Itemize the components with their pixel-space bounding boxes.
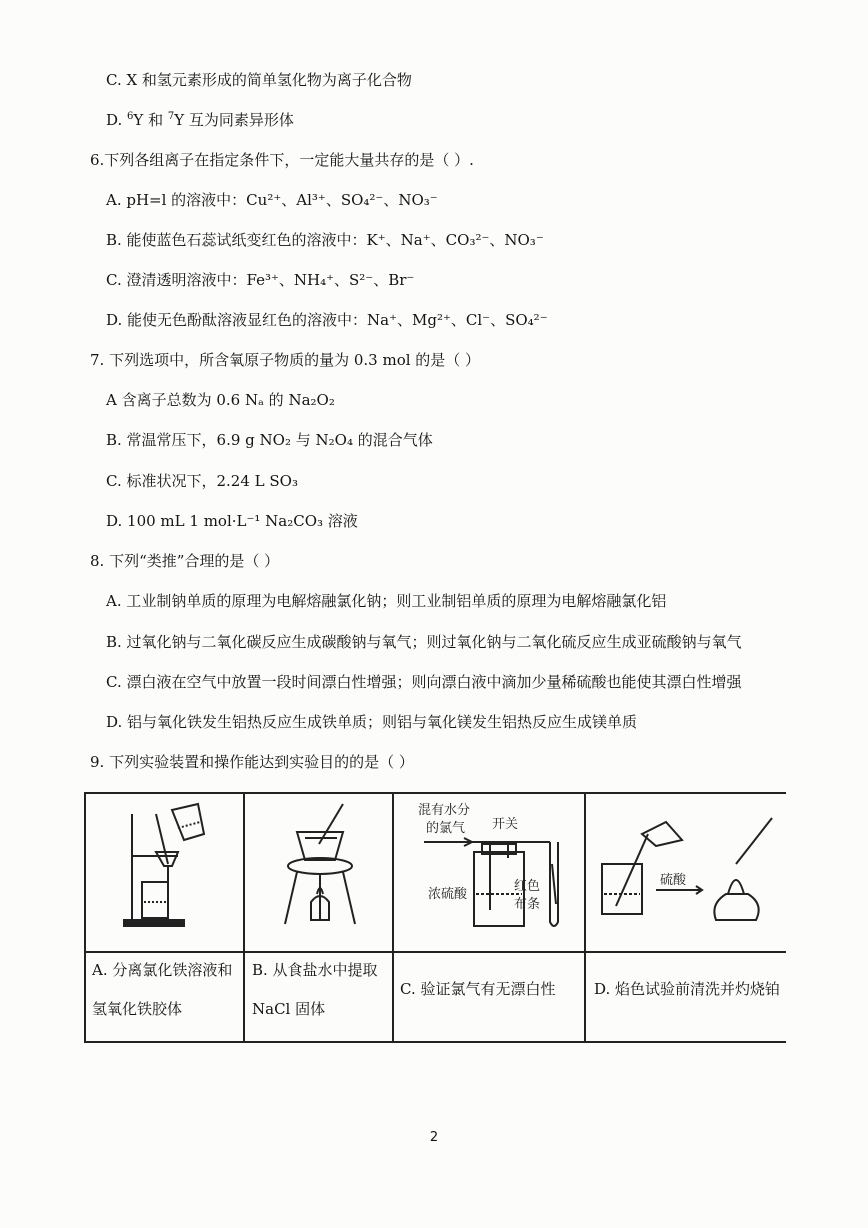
figure-d-flame-test-apparatus bbox=[586, 794, 788, 951]
q6-option-c: C. 澄清透明溶液中：Fe³⁺、NH₄⁺、S²⁻、Br⁻ bbox=[106, 271, 415, 289]
q5-d-isotope-6: 6 bbox=[127, 111, 134, 122]
q8-stem: 8. 下列“类推”合理的是（ ） bbox=[90, 552, 280, 570]
fig-c-cloth-label-2: 布条 bbox=[514, 897, 541, 912]
option-a-caption-line1: A. 分离氯化铁溶液和 bbox=[92, 961, 233, 979]
option-d-caption: D. 焰色试验前清洗并灼烧铂 bbox=[594, 980, 781, 998]
option-c-caption: C. 验证氯气有无漂白性 bbox=[400, 980, 556, 998]
table-row-divider bbox=[86, 951, 786, 953]
q8-option-d: D. 铝与氧化铁发生铝热反应生成铁单质；则铝与氧化镁发生铝热反应生成镁单质 bbox=[106, 713, 638, 731]
q6-option-d: D. 能使无色酚酞溶液显红色的溶液中：Na⁺、Mg²⁺、Cl⁻、SO₄²⁻ bbox=[106, 311, 548, 329]
option-a-caption-line2: 氢氧化铁胶体 bbox=[92, 1000, 183, 1018]
option-b-caption-line1: B. 从食盐水中提取 bbox=[252, 961, 378, 979]
q8-option-c: C. 漂白液在空气中放置一段时间漂白性增强；则向漂白液中滴加少量稀硫酸也能使其漂白性增强 bbox=[106, 673, 742, 691]
fig-c-acid-label: 浓硫酸 bbox=[428, 887, 468, 902]
figure-b-evaporation-apparatus bbox=[245, 794, 392, 951]
fig-c-gas-label-2: 的氯气 bbox=[426, 821, 466, 836]
q5-d-suffix: Y 互为同素异形体 bbox=[174, 111, 294, 129]
q8-option-a: A. 工业制钠单质的原理为电解熔融氯化钠；则工业制铝单质的原理为电解熔融氯化铝 bbox=[106, 592, 667, 610]
q7-option-b: B. 常温常压下，6.9 g NO₂ 与 N₂O₄ 的混合气体 bbox=[106, 431, 433, 449]
figure-c-chlorine-apparatus bbox=[394, 794, 584, 951]
q5-d-isotope-7: 7 bbox=[167, 111, 175, 122]
q9-stem: 9. 下列实验装置和操作能达到实验目的的是（ ） bbox=[90, 753, 414, 771]
fig-c-switch-label: 开关 bbox=[492, 817, 519, 832]
figure-a-filtration-apparatus bbox=[86, 794, 243, 951]
fig-c-gas-label-1: 混有水分 bbox=[418, 803, 471, 818]
q6-stem: 6.下列各组离子在指定条件下，一定能大量共存的是（ ）. bbox=[90, 151, 474, 169]
fig-c-cloth-label-1: 红色 bbox=[514, 879, 541, 894]
q6-option-a: A. pH=l 的溶液中：Cu²⁺、Al³⁺、SO₄²⁻、NO₃⁻ bbox=[106, 191, 438, 209]
q9-apparatus-table bbox=[84, 792, 786, 1043]
q5-option-c: C. X 和氢元素形成的简单氢化物为离子化合物 bbox=[106, 71, 412, 89]
q5-d-prefix: D. bbox=[106, 111, 128, 129]
q8-option-b: B. 过氧化钠与二氧化碳反应生成碳酸钠与氧气；则过氧化钠与二氧化硫反应生成亚硫酸钠与氧气 bbox=[106, 633, 742, 651]
q6-option-b: B. 能使蓝色石蕊试纸变红色的溶液中：K⁺、Na⁺、CO₃²⁻、NO₃⁻ bbox=[106, 231, 544, 249]
page-number: 2 bbox=[429, 1130, 439, 1145]
q7-option-c: C. 标准状况下，2.24 L SO₃ bbox=[106, 472, 298, 490]
q7-stem: 7. 下列选项中，所含氧原子物质的量为 0.3 mol 的是（ ） bbox=[90, 351, 481, 369]
q5-d-mid: Y 和 bbox=[133, 111, 168, 129]
q5-option-d bbox=[106, 110, 294, 130]
q7-option-a: A 含离子总数为 0.6 Nₐ 的 Na₂O₂ bbox=[106, 391, 335, 409]
option-b-caption-line2: NaCl 固体 bbox=[252, 1000, 326, 1018]
fig-d-arrow-label: 硫酸 bbox=[660, 873, 687, 888]
q7-option-d: D. 100 mL 1 mol·L⁻¹ Na₂CO₃ 溶液 bbox=[106, 512, 358, 530]
